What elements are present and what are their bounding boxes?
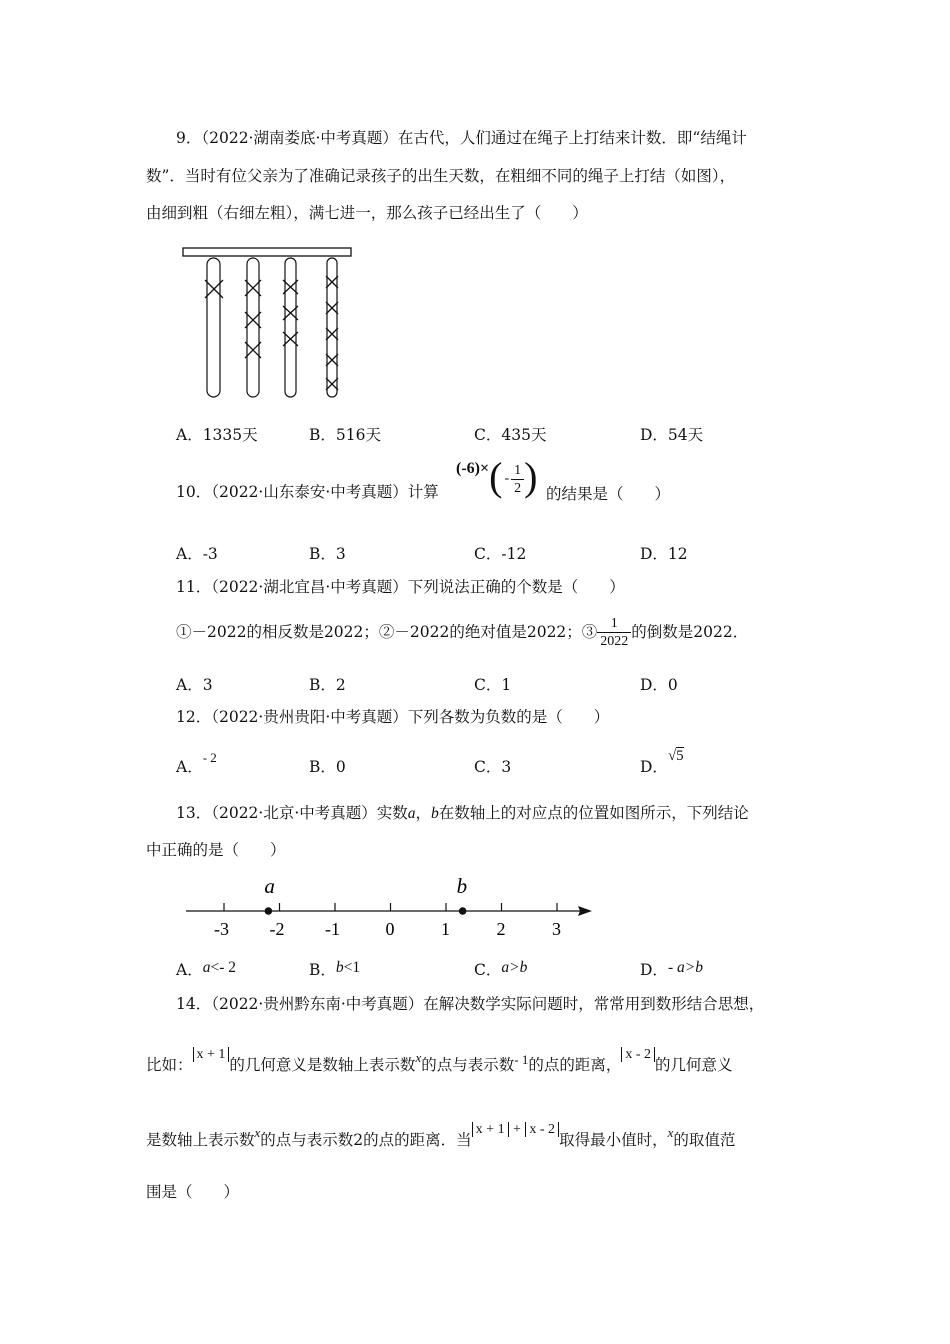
q11-fraction: $\frac{1}{2022}$ [597, 615, 631, 650]
rope-2 [247, 258, 259, 397]
q9-option-a[interactable]: A．1335天 [176, 426, 258, 444]
q13-line-1: 13．（2022·北京·中考真题）实数a，b在数轴上的对应点的位置如图所示，下列结论 [176, 804, 749, 822]
q10-option-a[interactable]: A．-3 [176, 545, 218, 563]
axis-arrow [578, 906, 592, 916]
axis-tick-label: -1 [325, 919, 340, 939]
rope-bar [183, 248, 351, 256]
axis-tick-label: 2 [496, 919, 506, 939]
q14-line-1: 14．（2022·贵州黔东南·中考真题）在解决数学实际问题时，常常用到数形结合思想， [176, 995, 765, 1013]
rope-3 [285, 258, 296, 397]
q13-line-2: 中正确的是（ ） [146, 841, 286, 859]
q11-option-c[interactable]: C．1 [474, 676, 512, 694]
q11-option-b[interactable]: B．2 [309, 676, 346, 694]
q9-line-2: 数”．当时有位父亲为了准确记录孩子的出生天数，在粗细不同的绳子上打结（如图）， [146, 167, 736, 185]
q10-fraction: $\frac{1}{2}$ [511, 462, 524, 497]
q13-option-a[interactable]: A．a<- 2 [176, 959, 236, 979]
q11-statements: ①－2022的相反数是2022；②－2022的绝对值是2022；③ $\frac{1}{2022}$ 的倒数是2022． [176, 615, 749, 649]
point-b [459, 907, 467, 915]
q10-neg: - [504, 471, 510, 486]
q9-option-b[interactable]: B．516天 [309, 426, 381, 444]
q9-line-1: 9．（2022·湖南娄底·中考真题）在古代，人们通过在绳子上打结来计数．即“结绳计 [176, 129, 747, 147]
q12-option-a-value: - 2 [202, 750, 217, 765]
q12-option-c[interactable]: C．3 [474, 758, 512, 776]
q12-option-b[interactable]: B．0 [309, 758, 346, 776]
q13-option-c[interactable]: C．a>b [474, 959, 528, 979]
number-line-figure [180, 873, 600, 943]
q14-line-3: 是数轴上表示数$^x$的点与表示数2的点的距离．当x + 1 + x - 2取得最小值时，$^x$的取值范 [146, 1122, 736, 1149]
q10-option-b[interactable]: B．3 [309, 545, 346, 563]
q10-expr-left: (-6)× [456, 460, 490, 477]
axis-tick-label: 0 [385, 919, 395, 939]
knotted-rope-figure [180, 244, 360, 404]
axis-tick-label: -2 [269, 919, 285, 939]
q10-suffix: 的结果是（ ） [546, 485, 671, 503]
q10-option-c[interactable]: C．-12 [474, 545, 527, 563]
point-a [265, 907, 273, 915]
q12-option-a[interactable]: A．$^{- 2}$ [176, 750, 217, 776]
q11-option-d[interactable]: D．0 [640, 676, 678, 694]
q11-line-1: 11．（2022·湖北宜昌·中考真题）下列说法正确的个数是（ ） [176, 578, 625, 596]
knots [205, 276, 338, 390]
axis-tick-label: -3 [214, 919, 229, 939]
q14-line-4: 围是（ ） [146, 1183, 240, 1201]
point-b-label: b [456, 874, 468, 898]
q13-option-d[interactable]: D．- a>b [640, 959, 703, 979]
q9-option-c[interactable]: C．435天 [474, 426, 547, 444]
axis-tick-label: 1 [441, 919, 450, 939]
q12-option-d-sqrt: √5 [667, 748, 684, 764]
q12-line-1: 12．（2022·贵州贵阳·中考真题）下列各数为负数的是（ ） [176, 708, 610, 726]
q13-option-b[interactable]: B．b<1 [309, 959, 361, 979]
q14-line-2: 比如：x + 1的几何意义是数轴上表示数$^x$的点与表示数$^{- 1}$的点的距离，x - 2的几何意义 [146, 1047, 733, 1074]
q10-line [176, 482, 439, 502]
q9-line-3: 由细到粗（右细左粗），满七进一，那么孩子已经出生了（ ） [146, 204, 588, 222]
q10-expression: (-6)× ( - $\frac{1}{2}$ ) [456, 454, 538, 499]
axis-tick-label: 3 [552, 919, 561, 939]
q10-prefix: 10．（2022·山东泰安·中考真题）计算 [176, 483, 439, 501]
q10-option-d[interactable]: D．12 [640, 545, 688, 563]
q12-option-d[interactable]: D．√5 [640, 748, 684, 776]
q11-option-a[interactable]: A．3 [176, 676, 213, 694]
point-a-label: a [264, 874, 275, 898]
q9-option-d[interactable]: D．54天 [640, 426, 704, 444]
rope-1 [207, 258, 220, 397]
